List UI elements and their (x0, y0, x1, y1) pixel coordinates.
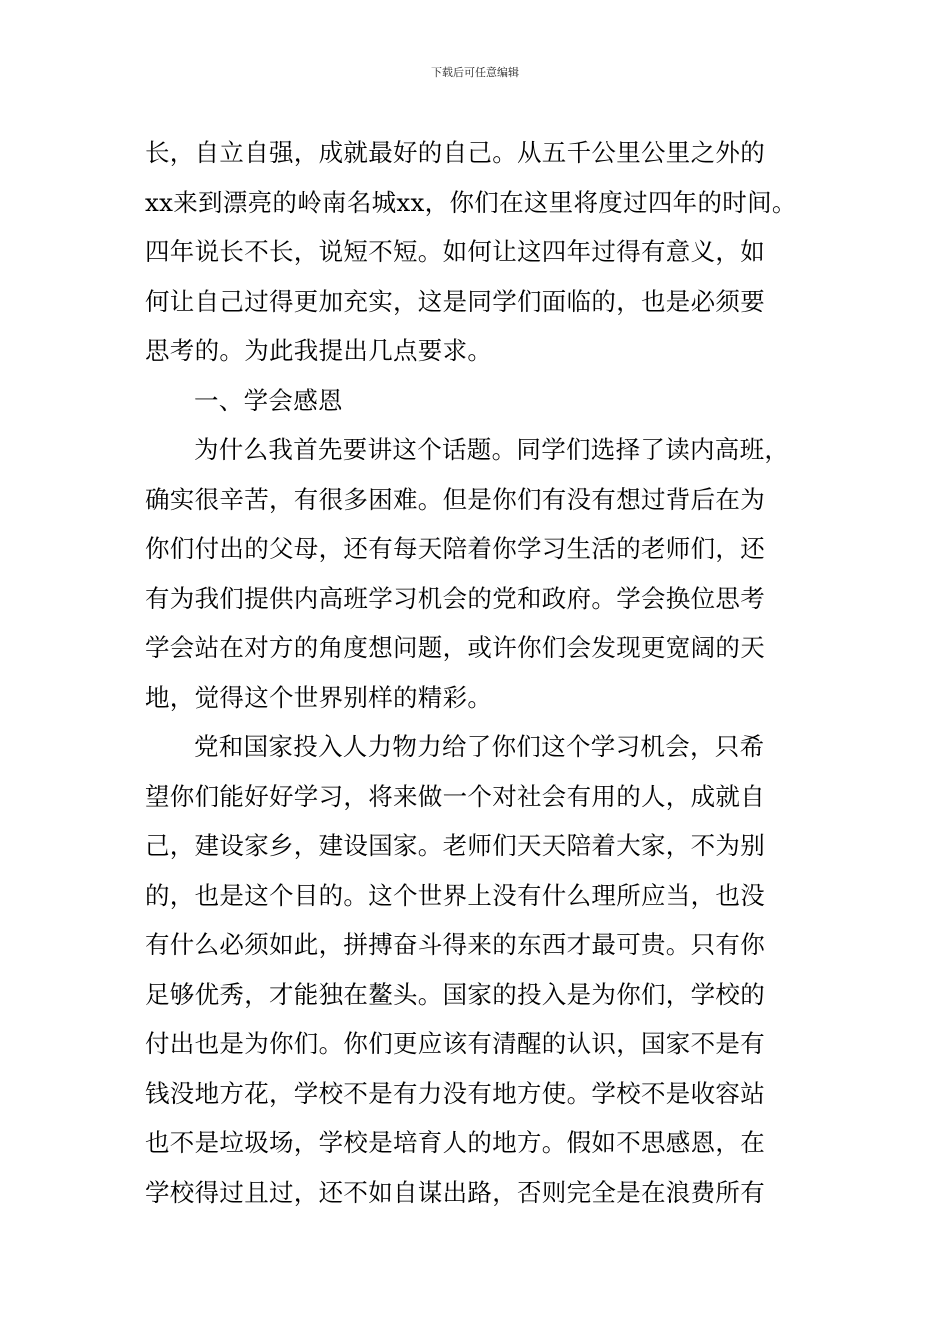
text-line: 付出也是为你们。你们更应该有清醒的认识，国家不是有 (145, 1029, 765, 1058)
text-line: 何让自己过得更加充实，这是同学们面临的，也是必须要 (145, 286, 765, 316)
text-line: 有什么必须如此，拼搏奋斗得来的东西才最可贵。只有你 (145, 930, 765, 959)
text-line: 思考的。为此我提出几点要求。 (145, 336, 493, 365)
body-text (145, 128, 825, 1217)
text-line: 地，觉得这个世界别样的精彩。 (145, 682, 493, 712)
text-line: 确实很辛苦，有很多困难。但是你们有没有想过背后在为 (145, 484, 765, 514)
text-line: 足够优秀，才能独在鳌头。国家的投入是为你们，学校的 (145, 979, 765, 1009)
section-heading: 一、学会感恩 (194, 385, 343, 415)
text-line: 学会站在对方的角度想问题，或许你们会发现更宽阔的天 (145, 633, 765, 662)
text-line: 有为我们提供内高班学习机会的党和政府。学会换位思考 (145, 583, 765, 613)
text-line: 学校得过且过，还不如自谋出路，否则完全是在浪费所有 (145, 1177, 765, 1207)
text-line: 望你们能好好学习，将来做一个对社会有用的人，成就自 (145, 781, 765, 811)
text-line: xx来到漂亮的岭南名城xx，你们在这里将度过四年的时间。 (145, 187, 797, 217)
text-line: 的，也是这个目的。这个世界上没有什么理所应当，也没 (145, 880, 765, 910)
text-line: 长，自立自强，成就最好的自己。从五千公里公里之外的 (145, 138, 765, 167)
paragraph-first-line: 党和国家投入人力物力给了你们这个学习机会，只希 (194, 732, 765, 761)
text-line: 四年说长不长，说短不短。如何让这四年过得有意义，如 (145, 237, 765, 266)
paragraph-first-line: 为什么我首先要讲这个话题。同学们选择了读内高班， (194, 435, 790, 464)
text-line: 你们付出的父母，还有每天陪着你学习生活的老师们，还 (145, 534, 765, 563)
text-line: 钱没地方花，学校不是有力没有地方使。学校不是收容站 (145, 1078, 765, 1108)
text-line: 己，建设家乡，建设国家。老师们天天陪着大家，不为别 (145, 831, 765, 860)
text-line: 也不是垃圾场，学校是培育人的地方。假如不思感恩，在 (145, 1128, 765, 1157)
header-note: 下载后可任意编辑 (431, 66, 519, 79)
